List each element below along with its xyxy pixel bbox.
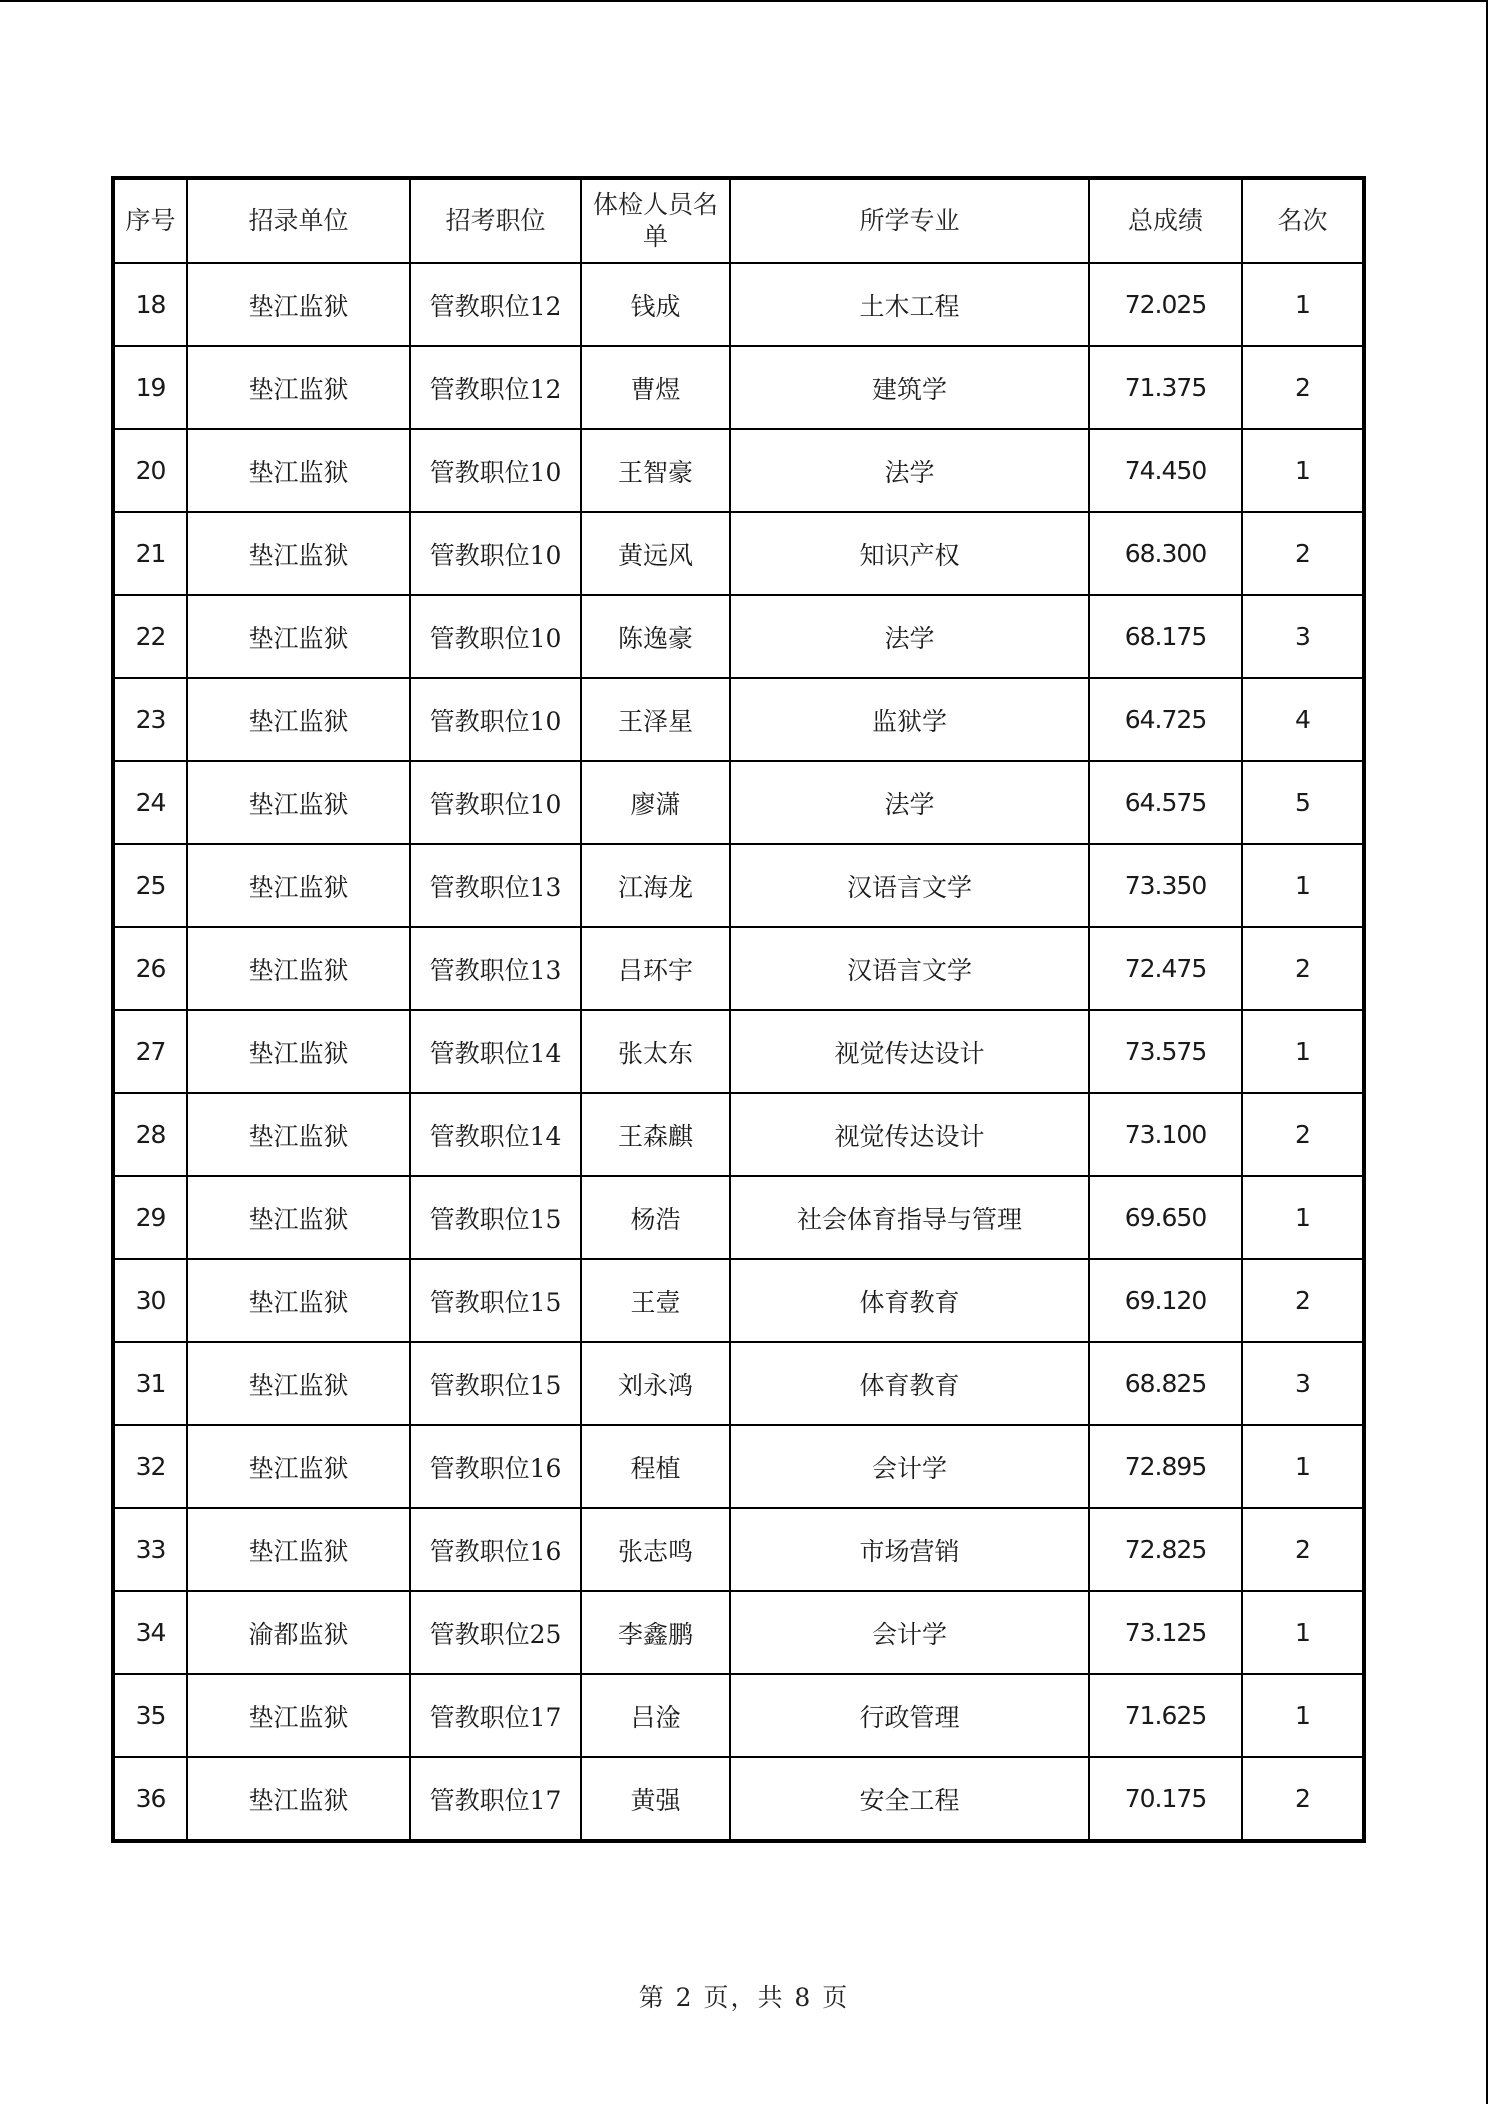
candidate-table [111,176,1366,1843]
cell-major: 体育教育 [730,1259,1089,1342]
cell-rank: 2 [1242,1259,1364,1342]
table-row [113,678,1364,761]
cell-unit: 垫江监狱 [187,1259,410,1342]
table-row [113,1259,1364,1342]
cell-rank: 1 [1242,1674,1364,1757]
page-footer: 第 2 页，共 8 页 [638,1983,850,2012]
cell-position: 管教职位15 [410,1259,581,1342]
cell-position: 管教职位12 [410,263,581,346]
cell-name: 李鑫鹏 [581,1591,730,1674]
cell-score: 64.575 [1089,761,1242,844]
cell-major: 体育教育 [730,1342,1089,1425]
cell-name: 张太东 [581,1010,730,1093]
cell-seq: 33 [113,1508,187,1591]
cell-seq: 20 [113,429,187,512]
cell-major: 法学 [730,429,1089,512]
cell-major: 监狱学 [730,678,1089,761]
cell-name: 吕环宇 [581,927,730,1010]
cell-name: 王壹 [581,1259,730,1342]
cell-position: 管教职位16 [410,1425,581,1508]
cell-rank: 2 [1242,1508,1364,1591]
cell-name: 王泽星 [581,678,730,761]
cell-score: 72.895 [1089,1425,1242,1508]
cell-rank: 1 [1242,1176,1364,1259]
cell-unit: 垫江监狱 [187,1176,410,1259]
cell-rank: 2 [1242,1757,1364,1841]
cell-rank: 5 [1242,761,1364,844]
cell-seq: 32 [113,1425,187,1508]
cell-position: 管教职位17 [410,1757,581,1841]
cell-seq: 21 [113,512,187,595]
cell-rank: 1 [1242,1425,1364,1508]
cell-score: 68.825 [1089,1342,1242,1425]
header-seq: 序号 [113,178,187,263]
cell-rank: 2 [1242,927,1364,1010]
header-unit: 招录单位 [187,178,410,263]
cell-score: 73.575 [1089,1010,1242,1093]
cell-unit: 垫江监狱 [187,1757,410,1841]
table-row [113,1757,1364,1841]
cell-position: 管教职位16 [410,1508,581,1591]
cell-unit: 垫江监狱 [187,429,410,512]
cell-name: 程植 [581,1425,730,1508]
cell-position: 管教职位10 [410,512,581,595]
page-top-rule [0,0,1488,2]
cell-seq: 24 [113,761,187,844]
cell-score: 73.350 [1089,844,1242,927]
cell-major: 社会体育指导与管理 [730,1176,1089,1259]
cell-name: 廖潇 [581,761,730,844]
cell-major: 法学 [730,595,1089,678]
cell-name: 王森麒 [581,1093,730,1176]
cell-rank: 3 [1242,595,1364,678]
cell-major: 市场营销 [730,1508,1089,1591]
cell-rank: 2 [1242,1093,1364,1176]
cell-rank: 2 [1242,512,1364,595]
cell-score: 73.100 [1089,1093,1242,1176]
cell-position: 管教职位10 [410,429,581,512]
table-body [113,263,1364,1841]
table-row [113,346,1364,429]
cell-position: 管教职位13 [410,844,581,927]
cell-seq: 29 [113,1176,187,1259]
cell-seq: 31 [113,1342,187,1425]
table-row [113,263,1364,346]
cell-position: 管教职位10 [410,761,581,844]
cell-rank: 1 [1242,263,1364,346]
cell-seq: 19 [113,346,187,429]
table-row [113,512,1364,595]
table-row [113,927,1364,1010]
cell-position: 管教职位14 [410,1093,581,1176]
cell-rank: 4 [1242,678,1364,761]
cell-name: 曹煜 [581,346,730,429]
cell-seq: 34 [113,1591,187,1674]
cell-unit: 渝都监狱 [187,1591,410,1674]
table-row [113,595,1364,678]
cell-unit: 垫江监狱 [187,1508,410,1591]
header-position: 招考职位 [410,178,581,263]
cell-major: 土木工程 [730,263,1089,346]
cell-unit: 垫江监狱 [187,761,410,844]
header-rank: 名次 [1242,178,1364,263]
cell-major: 汉语言文学 [730,844,1089,927]
cell-seq: 27 [113,1010,187,1093]
cell-unit: 垫江监狱 [187,595,410,678]
cell-name: 张志鸣 [581,1508,730,1591]
cell-score: 71.375 [1089,346,1242,429]
cell-unit: 垫江监狱 [187,1010,410,1093]
cell-major: 会计学 [730,1425,1089,1508]
cell-name: 江海龙 [581,844,730,927]
header-name: 体检人员名单 [581,178,730,263]
cell-major: 法学 [730,761,1089,844]
cell-score: 72.475 [1089,927,1242,1010]
cell-score: 74.450 [1089,429,1242,512]
table-header-row [113,178,1364,263]
cell-major: 汉语言文学 [730,927,1089,1010]
cell-name: 王智豪 [581,429,730,512]
cell-rank: 3 [1242,1342,1364,1425]
cell-unit: 垫江监狱 [187,1674,410,1757]
cell-seq: 36 [113,1757,187,1841]
cell-seq: 25 [113,844,187,927]
cell-rank: 2 [1242,346,1364,429]
cell-seq: 28 [113,1093,187,1176]
cell-major: 知识产权 [730,512,1089,595]
cell-score: 69.650 [1089,1176,1242,1259]
cell-unit: 垫江监狱 [187,512,410,595]
cell-score: 73.125 [1089,1591,1242,1674]
cell-score: 70.175 [1089,1757,1242,1841]
cell-name: 钱成 [581,263,730,346]
cell-name: 杨浩 [581,1176,730,1259]
cell-major: 行政管理 [730,1674,1089,1757]
table-row [113,1674,1364,1757]
cell-unit: 垫江监狱 [187,346,410,429]
cell-rank: 1 [1242,844,1364,927]
cell-unit: 垫江监狱 [187,927,410,1010]
cell-major: 视觉传达设计 [730,1093,1089,1176]
cell-score: 68.300 [1089,512,1242,595]
cell-position: 管教职位15 [410,1342,581,1425]
table-row [113,844,1364,927]
table-row [113,1093,1364,1176]
cell-rank: 1 [1242,1010,1364,1093]
cell-major: 建筑学 [730,346,1089,429]
cell-position: 管教职位15 [410,1176,581,1259]
table-row [113,1342,1364,1425]
cell-major: 会计学 [730,1591,1089,1674]
table-row [113,1010,1364,1093]
header-score: 总成绩 [1089,178,1242,263]
cell-score: 64.725 [1089,678,1242,761]
cell-seq: 35 [113,1674,187,1757]
cell-name: 黄远风 [581,512,730,595]
cell-name: 黄强 [581,1757,730,1841]
cell-position: 管教职位13 [410,927,581,1010]
cell-position: 管教职位25 [410,1591,581,1674]
cell-name: 陈逸豪 [581,595,730,678]
cell-major: 安全工程 [730,1757,1089,1841]
table-row [113,1591,1364,1674]
table-row [113,429,1364,512]
cell-seq: 26 [113,927,187,1010]
cell-score: 69.120 [1089,1259,1242,1342]
cell-unit: 垫江监狱 [187,678,410,761]
cell-score: 68.175 [1089,595,1242,678]
table-row [113,1425,1364,1508]
cell-unit: 垫江监狱 [187,1093,410,1176]
cell-position: 管教职位10 [410,595,581,678]
table-row [113,1176,1364,1259]
cell-position: 管教职位17 [410,1674,581,1757]
cell-name: 刘永鸿 [581,1342,730,1425]
cell-seq: 30 [113,1259,187,1342]
cell-position: 管教职位10 [410,678,581,761]
header-major: 所学专业 [730,178,1089,263]
cell-major: 视觉传达设计 [730,1010,1089,1093]
cell-score: 71.625 [1089,1674,1242,1757]
cell-unit: 垫江监狱 [187,844,410,927]
cell-seq: 23 [113,678,187,761]
cell-seq: 18 [113,263,187,346]
cell-position: 管教职位12 [410,346,581,429]
cell-score: 72.025 [1089,263,1242,346]
cell-seq: 22 [113,595,187,678]
cell-score: 72.825 [1089,1508,1242,1591]
cell-unit: 垫江监狱 [187,1425,410,1508]
table-row [113,1508,1364,1591]
cell-unit: 垫江监狱 [187,1342,410,1425]
cell-position: 管教职位14 [410,1010,581,1093]
cell-rank: 1 [1242,429,1364,512]
cell-rank: 1 [1242,1591,1364,1674]
cell-unit: 垫江监狱 [187,263,410,346]
table-row [113,761,1364,844]
cell-name: 吕淦 [581,1674,730,1757]
